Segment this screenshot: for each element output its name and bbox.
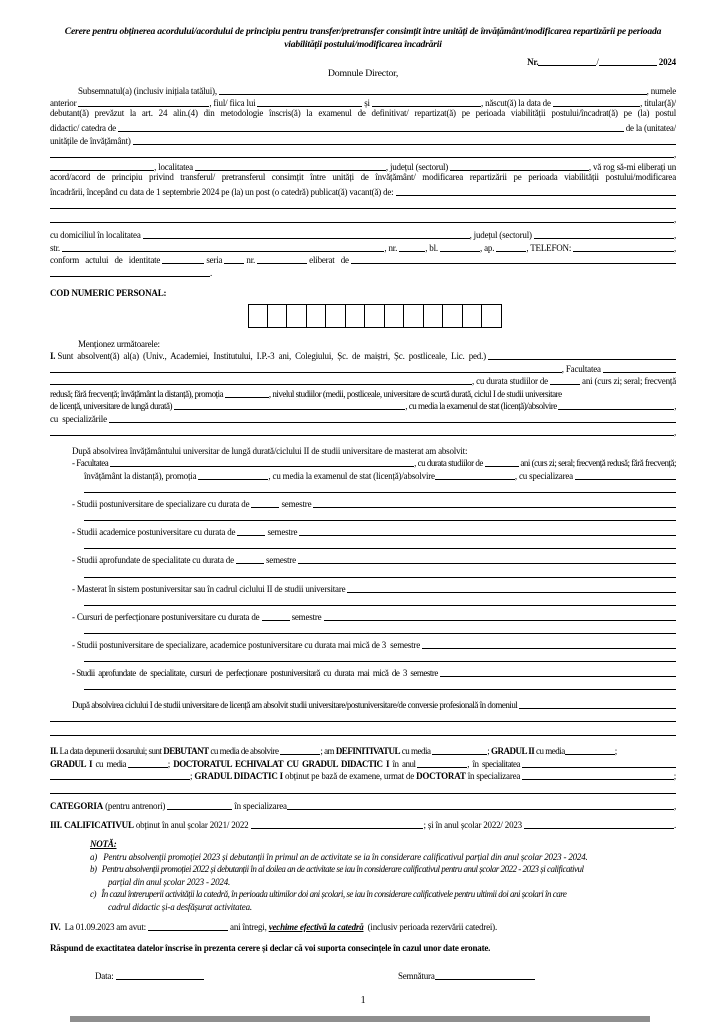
blank-continuation-line <box>50 623 676 636</box>
text-segment: ; <box>190 771 195 781</box>
fill-field[interactable] <box>50 427 674 436</box>
text-segment: vechime efectivă la catedră <box>268 922 364 932</box>
page-edge-shadow <box>70 1016 650 1022</box>
blank-field[interactable] <box>50 267 213 278</box>
date-signature-line <box>50 969 676 982</box>
request-line <box>50 172 676 185</box>
fill-field[interactable] <box>84 484 676 493</box>
domicile-line <box>50 228 676 241</box>
blank-continuation-line <box>50 567 676 580</box>
blank-field[interactable] <box>167 801 232 810</box>
fill-field[interactable] <box>347 584 676 593</box>
cnp-box[interactable] <box>385 304 405 328</box>
text-segment: . <box>673 819 676 830</box>
fill-field[interactable] <box>143 230 470 239</box>
text-segment: Domnule Director, <box>327 67 399 79</box>
text-segment: semestre <box>265 526 300 537</box>
bullet-masterat-line <box>50 581 676 594</box>
text-segment: a) Pentru absolvenții promoției 2023 și debutanții în primul an de activitate se ia în considerare calificativul parțial din anul școlar 2023 - 2024. <box>90 851 588 862</box>
text-segment: , cu specializarea <box>514 470 576 481</box>
text-segment: , <box>673 213 676 224</box>
doctorate-line <box>50 769 676 782</box>
blank-field[interactable] <box>237 527 265 536</box>
fill-field[interactable] <box>84 512 676 521</box>
form-title-line-1 <box>50 26 676 39</box>
section-iv-line <box>50 920 676 933</box>
fill-field[interactable] <box>522 771 673 780</box>
study-duration-line <box>50 374 676 387</box>
fill-field[interactable] <box>603 364 676 373</box>
applicant-name-line <box>50 83 676 96</box>
text-segment: ; <box>614 746 617 756</box>
fill-field[interactable] <box>84 540 676 549</box>
text-segment: , nr. <box>384 242 400 253</box>
blank-continuation-line <box>50 538 676 551</box>
text-segment: semestre <box>263 554 298 565</box>
salutation <box>50 68 676 81</box>
masters-heading <box>50 443 676 456</box>
text-segment: La 01.09.2023 am avut: <box>60 922 148 932</box>
text-segment: învățământ la distanță), promoția <box>84 470 199 481</box>
text-segment: ani întregi, <box>227 922 269 932</box>
blank-continuation-line <box>50 711 676 724</box>
text-segment: conform actului de identitate <box>50 255 163 265</box>
bullet-short-advanced <box>50 665 676 678</box>
text-segment: debutant(ă) prevăzut la art. 24 alin.(4) din metodologie înscris(ă) la examenul de definitivat/ repartizat(ă) pe perioada viabilității postului/încadrat(ă) pe (la) postul <box>50 108 676 118</box>
fill-field[interactable] <box>84 625 676 634</box>
form-title-line-2 <box>50 39 676 52</box>
cnp-box[interactable] <box>482 304 502 328</box>
blank-field[interactable] <box>262 612 290 621</box>
text-segment: ; <box>167 758 174 769</box>
text-segment: , județul (sectorul) <box>385 161 451 172</box>
blank-field[interactable] <box>280 746 320 755</box>
fill-field[interactable] <box>573 243 674 252</box>
text-segment: , cu media la examenul de stat (licență)/absolvire <box>268 470 435 481</box>
cnp-box[interactable] <box>463 304 483 328</box>
text-segment: Menționez următoarele: <box>78 338 160 349</box>
mention-heading <box>50 336 676 349</box>
fill-field[interactable] <box>524 820 674 829</box>
start-date-line <box>50 184 676 197</box>
text-segment: După absolvirea învățământului universitar de lungă durată/ciclului II de studii universitare de masterat am absolvit: <box>72 445 468 456</box>
text-segment: în anul <box>389 758 418 769</box>
text-segment: obținut pe bază de examene, urmat de <box>282 771 417 781</box>
fill-field[interactable] <box>109 414 676 423</box>
text-segment: , cu durata studiilor de <box>472 376 550 386</box>
text-segment: viabilității postului/modificarea încadrării <box>284 39 442 50</box>
fill-field[interactable] <box>351 255 676 264</box>
street-line <box>50 240 676 253</box>
text-segment: , cu media la examenul de stat (licență)/absolvire <box>405 401 559 411</box>
text-segment: 2024 <box>656 56 676 67</box>
cnp-box[interactable] <box>346 304 366 328</box>
text-segment: ; <box>673 771 676 781</box>
text-segment: încadrării, începând cu data de 1 septembrie 2024 pe (la) un post (o catedră) publicat(ă) vacant(ă) de: <box>50 186 396 197</box>
fill-field[interactable] <box>558 401 674 410</box>
blank-field[interactable] <box>496 243 526 252</box>
text-segment: - Studii academice postuniversitare cu durata de <box>72 526 238 537</box>
blank-continuation-line <box>50 782 676 795</box>
text-segment: DOCTORATUL ECHIVALAT CU GRADUL DIDACTIC I <box>173 758 389 769</box>
text-segment: , bl. <box>425 242 441 253</box>
text-segment: , Facultatea <box>561 363 603 374</box>
fill-field[interactable] <box>299 527 676 536</box>
section-iii-line <box>50 817 676 830</box>
text-segment: - Cursuri de perfecționare postuniversitare cu durata de <box>72 611 262 622</box>
identity-document-line <box>50 253 676 266</box>
blank-field[interactable] <box>224 255 244 264</box>
text-segment: ; și în anul școlar 2022/ 2023 <box>423 819 525 830</box>
text-segment: acord/acord de principiu privind transferul/ pretransferul consimțit între unități de învățământ/ modificarea repartizării pe perioada viabilității postului/modificarea <box>50 171 676 182</box>
text-segment: Sunt absolvent(ă) al(a) (Univ., Academiei, Institutului, I.P.-3 ani, Colegiului, Șc. de maiștri, Șc. postliceale, Lic. ped.) <box>55 351 488 361</box>
blank-field[interactable] <box>162 255 204 264</box>
cnp-label <box>50 286 676 299</box>
text-segment: nr. <box>244 255 258 265</box>
cnp-boxes <box>248 304 502 328</box>
text-segment: , vă rog să-mi eliberați un <box>588 161 676 172</box>
fill-field[interactable] <box>575 471 676 480</box>
text-segment: în specializarea <box>232 801 287 811</box>
text-segment: - Studii postuniversitare de specializare cu durata de <box>72 498 252 509</box>
applicant-parents-line <box>50 96 676 109</box>
nota-item-c-continuation <box>50 899 676 912</box>
section-i-line <box>50 349 676 362</box>
category-line <box>50 799 676 812</box>
text-segment: seria <box>204 255 225 265</box>
page-number: 1 <box>360 995 366 1006</box>
cnp-box[interactable] <box>424 304 444 328</box>
text-segment: Data: <box>95 971 116 981</box>
fill-field[interactable] <box>396 187 676 196</box>
blank-field[interactable] <box>236 555 264 564</box>
fill-field[interactable] <box>534 230 674 239</box>
fill-field[interactable] <box>84 569 676 578</box>
bullet-improvement-courses <box>50 609 676 622</box>
bullet-faculty-continuation <box>50 468 676 481</box>
cnp-box[interactable] <box>326 304 346 328</box>
text-segment: , fiul/ fiica lui <box>209 98 258 108</box>
fill-field[interactable] <box>257 98 362 107</box>
fill-field[interactable] <box>50 149 674 158</box>
blank-continuation-line <box>50 510 676 523</box>
fill-field[interactable] <box>62 243 384 252</box>
text-segment: IV. <box>50 922 61 932</box>
text-segment: ; <box>487 746 492 756</box>
bullet-postuniversity-specialization <box>50 496 676 509</box>
text-segment: GRADUL I <box>50 758 93 769</box>
text-segment: str. <box>50 242 63 253</box>
study-form-line <box>50 386 676 399</box>
text-segment: de la (unitatea/ <box>623 123 676 133</box>
text-segment: , <box>673 149 676 159</box>
nota-item-c <box>50 887 676 900</box>
faculty-line <box>50 361 676 374</box>
section-ii-line <box>50 744 676 757</box>
blank-continuation-line <box>50 425 676 438</box>
text-segment: cu domiciliul în localitatea <box>50 230 143 240</box>
declaration-line <box>50 940 676 953</box>
text-segment: ani (curs zi; seral; frecvență redusă; fără frecvență; <box>518 458 676 468</box>
text-segment: semestre <box>289 611 324 622</box>
text-segment: - Studii postuniversitare de specializare, academice postuniversitare cu durata mai mică de 3 semestre <box>72 639 423 650</box>
text-segment: c) În cazul întreruperii activității la catedră, în perioada ultimilor doi ani școlari, se iau în considerare calificativele pentru ultimii doi ani școlari în care <box>90 889 567 899</box>
fill-field[interactable] <box>50 785 676 794</box>
fill-field[interactable] <box>251 820 424 829</box>
status-line <box>50 108 676 121</box>
text-segment: Semnătura <box>397 971 435 981</box>
fill-field[interactable] <box>110 458 414 467</box>
text-segment: și <box>362 98 372 108</box>
text-segment: III. CALIFICATIVUL <box>50 819 134 830</box>
text-segment: , titular(ă)/ <box>640 98 676 108</box>
grades-line <box>50 756 676 769</box>
text-segment: NOTĂ: <box>90 839 117 849</box>
fill-field[interactable] <box>50 214 674 223</box>
text-segment: cadrul didactic și-a desfășurat activitatea. <box>108 901 252 912</box>
blank-continuation-line <box>50 482 676 495</box>
text-segment: - Masterat în sistem postuniversitar sau în cadrul ciclului II de studii universitare <box>72 583 348 594</box>
post-line <box>50 121 676 134</box>
text-segment: , județul (sectorul) <box>469 230 534 240</box>
fill-field[interactable] <box>450 162 589 171</box>
identity-continuation-line <box>50 265 676 278</box>
cnp-box[interactable] <box>268 304 288 328</box>
text-segment: , numele <box>646 85 676 96</box>
text-segment: - Studii aprofundate de specialitate cu durata de <box>72 554 236 565</box>
cnp-box[interactable] <box>307 304 327 328</box>
text-segment: I. <box>50 351 56 361</box>
fill-field[interactable] <box>50 727 676 736</box>
blank-continuation-line <box>50 198 676 211</box>
text-segment: După absolvirea ciclului I de studii universitare de licență am absolvit studii universitare/postuniversitare/de conversie profesională în domeniul <box>72 699 520 710</box>
cnp-box[interactable] <box>248 304 268 328</box>
fill-field[interactable] <box>219 86 647 95</box>
text-segment: GRADUL II <box>491 746 535 756</box>
bullet-faculty-line <box>50 456 676 469</box>
text-segment: unitățile de învățământ) <box>50 135 133 146</box>
fill-field[interactable] <box>195 162 386 171</box>
text-segment: DOCTORAT <box>416 771 466 781</box>
blank-field[interactable] <box>432 746 487 755</box>
blank-field[interactable] <box>128 759 168 768</box>
blank-continuation-line <box>50 147 676 160</box>
text-segment: II. <box>50 746 58 756</box>
cnp-box[interactable] <box>365 304 385 328</box>
blank-continuation-line <box>50 679 676 692</box>
text-segment: anterior <box>50 98 79 108</box>
fill-field[interactable] <box>313 499 676 508</box>
text-segment: redusă; fără frecvență; învățământ la distanță), promoția <box>50 388 225 399</box>
text-segment: Răspund de exactitatea datelor înscrise în prezenta cerere și declar că voi suporta consecințele în cazul unor date eronate. <box>50 942 491 953</box>
text-segment: cu media <box>92 758 128 769</box>
fill-field[interactable] <box>522 759 676 768</box>
blank-field[interactable] <box>399 243 425 252</box>
blank-field[interactable] <box>565 746 615 755</box>
text-segment: , localitatea <box>154 161 196 172</box>
fill-field[interactable] <box>78 98 209 107</box>
text-segment: parțial din anul școlar 2023 - 2024. <box>108 876 231 887</box>
school-units-line <box>50 133 676 146</box>
blank-field[interactable] <box>435 471 515 480</box>
cnp-box[interactable] <box>287 304 307 328</box>
blank-field[interactable] <box>417 759 467 768</box>
fill-field[interactable] <box>287 801 674 810</box>
fill-field[interactable] <box>84 681 676 690</box>
cycle-i-line <box>50 697 676 710</box>
text-segment: didactic/ catedra de <box>50 123 119 133</box>
registration-number-line <box>50 54 676 67</box>
text-segment: cu media de absolvire <box>208 746 281 756</box>
text-segment: (inclusiv perioada rezervării catedrei). <box>363 922 498 932</box>
text-segment: , nivelul studiilor (medii, postliceale, universitare de scurtă durată, ciclul I de studii universitare <box>268 388 562 399</box>
blank-continuation-line <box>50 651 676 664</box>
text-segment: - Studii aprofundate de specialitate, cursuri de perfecționare postuniversitară cu durata mai mică de 3 semestre <box>72 667 440 678</box>
text-segment: semestre <box>279 498 314 509</box>
text-segment: b) Pentru absolvenții promoției 2022 și debutanții în al doilea an de activitate se iau în considerare calificativul pentru anul școlar 2022 - 2023 și calificativul <box>90 864 584 874</box>
text-segment: GRADUL DIDACTIC I <box>194 771 283 781</box>
cnp-box[interactable] <box>404 304 424 328</box>
text-segment: - Facultatea <box>72 458 110 468</box>
blank-field[interactable] <box>116 971 204 980</box>
text-segment: cu media <box>534 746 565 756</box>
nota-heading <box>50 837 676 850</box>
fill-field[interactable] <box>50 162 154 171</box>
blank-field[interactable] <box>435 971 535 980</box>
text-segment: , în specialitatea <box>467 758 522 769</box>
text-segment: de licență, universitare de lungă durată) <box>50 401 174 411</box>
text-segment: cu media <box>400 746 433 756</box>
text-segment: DEFINITIVATUL <box>335 746 400 756</box>
text-segment: obținut în anul școlar 2021/ 2022 <box>133 819 251 830</box>
fill-field[interactable] <box>118 123 624 132</box>
blank-field[interactable] <box>50 771 190 780</box>
text-segment: DEBUTANT <box>163 746 209 756</box>
fill-field[interactable] <box>488 351 676 360</box>
fill-field[interactable] <box>324 612 676 621</box>
blank-field[interactable] <box>251 499 279 508</box>
fill-field[interactable] <box>174 401 406 410</box>
text-segment: , TELEFON: <box>526 242 574 253</box>
fill-field[interactable] <box>50 364 562 373</box>
blank-field[interactable] <box>257 255 307 264</box>
bullet-academic-postuniversity <box>50 524 676 537</box>
blank-field[interactable] <box>485 458 519 467</box>
text-segment: , născut(ă) la data de <box>480 98 553 108</box>
text-segment: La data depunerii dosarului; sunt <box>57 746 164 756</box>
text-segment: , <box>673 242 676 253</box>
blank-field[interactable] <box>225 389 269 398</box>
fill-field[interactable] <box>50 376 472 385</box>
blank-continuation-line <box>50 595 676 608</box>
fill-field[interactable] <box>440 668 676 677</box>
text-segment: eliberat de <box>307 255 351 265</box>
specializations-line <box>50 411 676 424</box>
blank-continuation-line <box>50 211 676 224</box>
text-segment: , cu durata studiilor de <box>414 458 485 468</box>
fill-field[interactable] <box>50 713 676 722</box>
text-segment: , <box>673 427 676 437</box>
fill-field[interactable] <box>50 200 676 209</box>
locality-line <box>50 159 676 172</box>
text-segment: ; am <box>320 746 336 756</box>
blank-field[interactable] <box>440 243 480 252</box>
nota-item-b-continuation <box>50 874 676 887</box>
fill-field[interactable] <box>519 700 676 709</box>
blank-field[interactable] <box>550 376 580 385</box>
fill-field[interactable] <box>84 597 676 606</box>
fill-field[interactable] <box>298 555 676 564</box>
text-segment: CATEGORIA <box>50 801 104 811</box>
fill-field[interactable] <box>84 653 676 662</box>
text-segment: , <box>674 401 676 411</box>
form-body <box>50 26 676 981</box>
text-segment: (pentru antrenori) <box>103 801 168 811</box>
nota-item-a <box>50 849 676 862</box>
text-segment: , <box>673 230 676 240</box>
blank-field[interactable] <box>148 922 228 931</box>
text-segment: Cerere pentru obținerea acordului/acordului de principiu pentru transfer/pretransfer consimțit între unități de învățământ/modificarea repartizării pe perioada <box>64 26 662 37</box>
text-segment: COD NUMERIC PERSONAL: <box>50 288 167 298</box>
cnp-boxes-row <box>50 301 676 328</box>
text-segment: , ap. <box>480 242 497 253</box>
cnp-box[interactable] <box>443 304 463 328</box>
text-segment: . <box>210 267 213 278</box>
text-segment: , <box>673 801 676 811</box>
study-level-line <box>50 399 676 412</box>
fill-field[interactable] <box>372 98 481 107</box>
text-segment: cu specializările <box>50 413 109 424</box>
fill-field[interactable] <box>553 98 640 107</box>
bullet-advanced-studies <box>50 552 676 565</box>
blank-continuation-line <box>50 724 676 737</box>
blank-field[interactable] <box>198 471 268 480</box>
bullet-short-postuniversity <box>50 637 676 650</box>
text-segment: Nr. <box>527 56 539 67</box>
blank-field[interactable] <box>538 56 599 67</box>
fill-field[interactable] <box>422 640 676 649</box>
text-segment: Subsemnatul(a) (inclusiv inițiala tatălui), <box>78 85 219 96</box>
text-segment: / <box>596 56 599 67</box>
nota-item-b <box>50 862 676 875</box>
fill-field[interactable] <box>133 136 676 145</box>
text-segment: în specializarea <box>465 771 523 781</box>
text-segment: ani (curs zi; seral; frecvență <box>580 376 676 386</box>
blank-field[interactable] <box>599 57 657 66</box>
